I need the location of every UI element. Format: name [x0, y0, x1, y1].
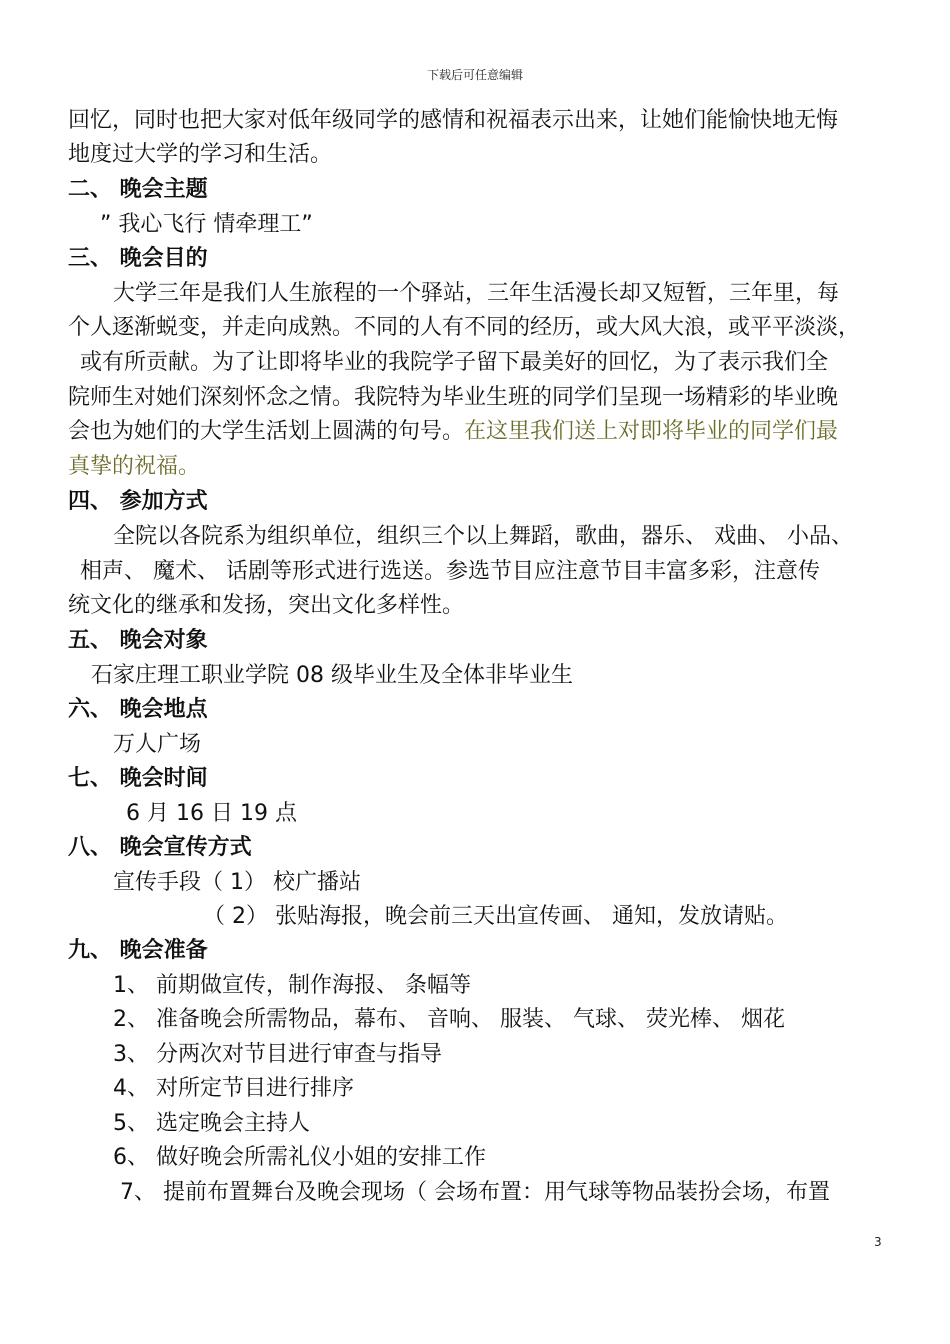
participation-line-3: 统文化的继承和发扬，突出文化多样性。 — [68, 593, 465, 618]
preparation-item: 7、 提前布置舞台及晚会现场（ 会场布置：用气球等物品装扮会场，布置 — [120, 1180, 830, 1205]
purpose-highlight-text: 在这里我们送上对即将毕业的同学们最 — [464, 419, 839, 444]
purpose-line-2: 个人逐渐蜕变，并走向成熟。不同的人有不同的经历，或大风大浪，或平平淡淡， — [68, 315, 861, 340]
purpose-line-6: 真挚的祝福。 — [68, 454, 201, 479]
theme-text: ” 我心飞行 情牵理工” — [100, 212, 313, 237]
purpose-line-1: 大学三年是我们人生旅程的一个驿站，三年生活漫长却又短暂，三年里，每 — [113, 281, 840, 306]
preparation-item: 3、 分两次对节目进行审查与指导 — [113, 1042, 442, 1067]
purpose-line-5-text: 会也为她们的大学生活划上圆满的句号。 — [68, 419, 465, 444]
section-heading-theme: 二、 晚会主题 — [68, 177, 208, 202]
preparation-item: 1、 前期做宣传，制作海报、 条幅等 — [113, 973, 471, 998]
intro-line-2: 地度过大学的学习和生活。 — [68, 142, 333, 167]
location-text: 万人广场 — [113, 732, 202, 757]
section-heading-time: 七、 晚会时间 — [68, 766, 208, 791]
preparation-item: 4、 对所定节目进行排序 — [113, 1076, 354, 1101]
publicity-line-2: （ 2） 张贴海报，晚会前三天出宣传画、 通知，发放请贴。 — [203, 904, 788, 929]
purpose-line-3: 或有所贡献。为了让即将毕业的我院学子留下最美好的回忆，为了表示我们全 — [80, 350, 829, 375]
intro-line-1: 回忆，同时也把大家对低年级同学的感情和祝福表示出来，让她们能愉快地无悔 — [68, 108, 839, 133]
page-number: 3 — [874, 1235, 882, 1249]
participation-line-2: 相声、 魔术、 话剧等形式进行选送。参选节目应注意节目丰富多彩，注意传 — [80, 559, 820, 584]
section-heading-participation: 四、 参加方式 — [68, 489, 208, 514]
section-heading-purpose: 三、 晚会目的 — [68, 246, 208, 271]
section-heading-preparation: 九、 晚会准备 — [68, 938, 208, 963]
preparation-item: 5、 选定晚会主持人 — [113, 1111, 310, 1136]
publicity-line-1: 宣传手段（ 1） 校广播站 — [113, 870, 361, 895]
section-heading-location: 六、 晚会地点 — [68, 697, 208, 722]
page-header: 下载后可任意编辑 — [426, 68, 523, 82]
participation-line-1: 全院以各院系为组织单位，组织三个以上舞蹈，歌曲，器乐、 戏曲、 小品、 — [113, 524, 853, 549]
section-heading-audience: 五、 晚会对象 — [68, 628, 208, 653]
preparation-item: 6、 做好晚会所需礼仪小姐的安排工作 — [113, 1145, 486, 1170]
time-text: 6 月 16 日 19 点 — [126, 801, 297, 826]
section-heading-publicity: 八、 晚会宣传方式 — [68, 835, 252, 860]
purpose-line-5 — [68, 415, 838, 449]
preparation-item: 2、 准备晚会所需物品，幕布、 音响、 服装、 气球、 荧光棒、 烟花 — [113, 1007, 785, 1032]
purpose-line-4: 院师生对她们深刻怀念之情。我院特为毕业生班的同学们呈现一场精彩的毕业晚 — [68, 385, 839, 410]
audience-text: 石家庄理工职业学院 08 级毕业生及全体非毕业生 — [91, 663, 573, 688]
